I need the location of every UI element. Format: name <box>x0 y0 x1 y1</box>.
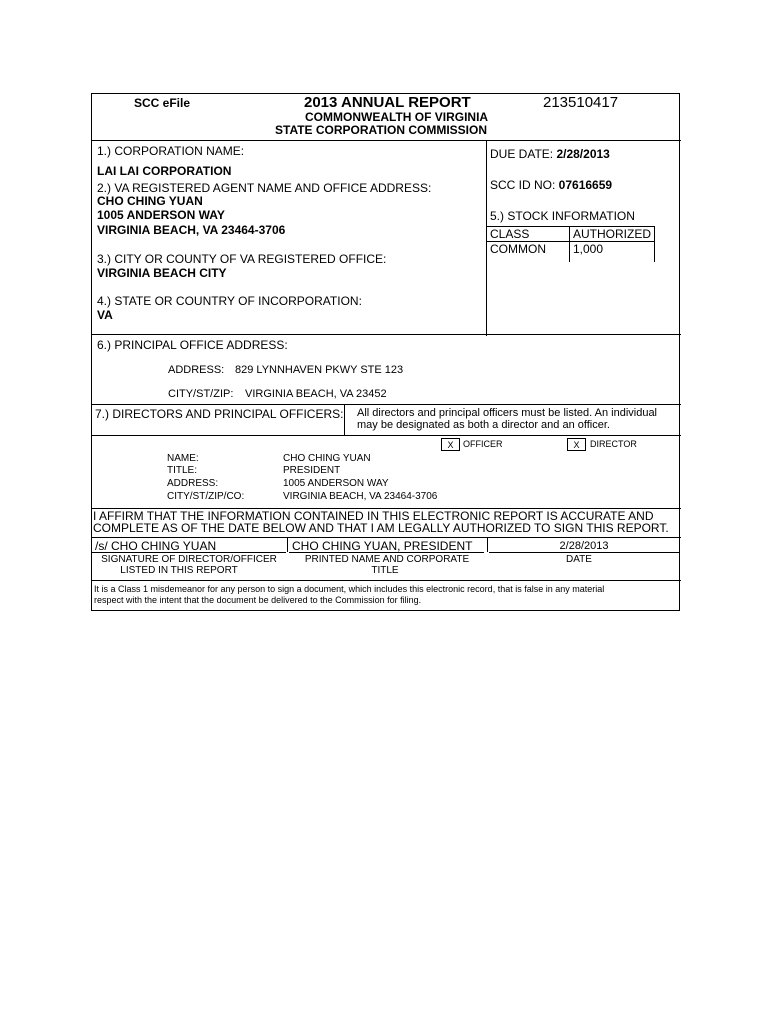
principal-office-label: 6.) PRINCIPAL OFFICE ADDRESS: <box>97 338 288 352</box>
stock-authorized: 1,000 <box>570 242 655 262</box>
commonwealth-line: COMMONWEALTH OF VIRGINIA <box>305 110 489 124</box>
due-date <box>490 148 610 160</box>
commission-line: STATE CORPORATION COMMISSION <box>275 123 487 137</box>
stock-table <box>486 226 655 262</box>
county-value: VIRGINIA BEACH CITY <box>97 266 227 280</box>
signature-caption-line2: LISTED IN THIS REPORT <box>120 565 238 576</box>
date-caption: DATE <box>566 554 592 565</box>
due-date-value: 2/28/2013 <box>556 147 610 161</box>
stock-class: COMMON <box>487 242 570 262</box>
agent-label: 2.) VA REGISTERED AGENT NAME AND OFFICE ADDRESS: <box>97 181 432 195</box>
officer-name-label: NAME: <box>167 453 199 464</box>
signature-date-value: 2/28/2013 <box>559 540 609 552</box>
document-number: 213510417 <box>543 94 619 111</box>
principal-city: VIRGINIA BEACH, VA 23452 <box>245 388 387 400</box>
signature-value: /s/ CHO CHING YUAN <box>95 539 217 553</box>
officer-title-label: TITLE: <box>167 465 198 476</box>
legal-notice-line2: respect with the intent that the document be delivered to the Commission for filing. <box>94 595 422 605</box>
agent-name: CHO CHING YUAN <box>97 194 203 208</box>
scc-id <box>490 179 612 191</box>
stock-info-label: 5.) STOCK INFORMATION <box>490 209 635 223</box>
rule-section-7 <box>91 404 681 405</box>
director-checkbox[interactable]: X <box>567 438 586 451</box>
due-date-label: DUE DATE: <box>490 147 557 161</box>
legal-notice-line1: It is a Class 1 misdemeanor for any person to sign a document, which includes this electronic record, that is false in any material <box>94 584 605 594</box>
signature-caption-line1: SIGNATURE OF DIRECTOR/OFFICER <box>101 554 277 565</box>
corporation-name-label: 1.) CORPORATION NAME: <box>97 144 245 158</box>
agent-street: 1005 ANDERSON WAY <box>97 208 225 222</box>
directors-note-line2: may be designated as both a director and an officer. <box>357 419 610 431</box>
affirmation-line2: COMPLETE AS OF THE DATE BELOW AND THAT I AM LEGALLY AUTHORIZED TO SIGN THIS REPORT. <box>93 521 669 535</box>
officer-title: PRESIDENT <box>283 465 341 476</box>
officer-name: CHO CHING YUAN <box>283 453 371 464</box>
sig-underline-3 <box>489 552 679 553</box>
county-label: 3.) CITY OR COUNTY OF VA REGISTERED OFFICE: <box>97 252 387 266</box>
printed-name-caption-line1: PRINTED NAME AND CORPORATE <box>304 554 470 565</box>
incorporation-state: VA <box>97 308 113 322</box>
rule-legal <box>91 580 681 581</box>
printed-name-value: CHO CHING YUAN, PRESIDENT <box>292 539 473 553</box>
officer-city-label: CITY/ST/ZIP/CO: <box>167 491 245 502</box>
stock-header-authorized: AUTHORIZED <box>570 227 655 242</box>
rule-header <box>91 140 681 141</box>
officer-address-label: ADDRESS: <box>167 478 219 489</box>
directors-label: 7.) DIRECTORS AND PRINCIPAL OFFICERS: <box>95 407 344 421</box>
director-label: DIRECTOR <box>590 439 637 449</box>
divider-sig-1 <box>287 537 288 552</box>
officer-address: 1005 ANDERSON WAY <box>283 478 389 489</box>
stock-header-class: CLASS <box>487 227 570 242</box>
principal-address: 829 LYNNHAVEN PKWY STE 123 <box>235 364 404 376</box>
officer-city: VIRGINIA BEACH, VA 23464-3706 <box>283 491 438 502</box>
principal-address-label: ADDRESS: <box>168 364 225 376</box>
divider-sig-2 <box>487 537 488 552</box>
divider-directors-note <box>344 404 345 435</box>
scc-id-value: 07616659 <box>558 178 613 192</box>
directors-note-line1: All directors and principal officers must be listed. An individual <box>357 407 658 419</box>
table-row <box>487 242 655 262</box>
affirmation-line1: I AFFIRM THAT THE INFORMATION CONTAINED IN THIS ELECTRONIC REPORT IS ACCURATE AND <box>93 509 654 523</box>
printed-name-caption-line2: TITLE <box>371 565 399 576</box>
report-title: 2013 ANNUAL REPORT <box>304 94 471 111</box>
principal-city-label: CITY/ST/ZIP: <box>168 388 234 400</box>
incorporation-state-label: 4.) STATE OR COUNTRY OF INCORPORATION: <box>97 294 362 308</box>
corporation-name: LAI LAI CORPORATION <box>97 164 232 178</box>
efile-label: SCC eFile <box>134 96 191 110</box>
scc-id-label: SCC ID NO: <box>490 178 559 192</box>
agent-city: VIRGINIA BEACH, VA 23464-3706 <box>97 223 286 237</box>
officer-label: OFFICER <box>463 439 503 449</box>
rule-section-6 <box>91 334 681 335</box>
rule-signature <box>91 537 681 538</box>
stock-header-row <box>487 227 655 242</box>
officer-checkbox[interactable]: X <box>441 438 460 451</box>
rule-directors <box>91 435 681 436</box>
